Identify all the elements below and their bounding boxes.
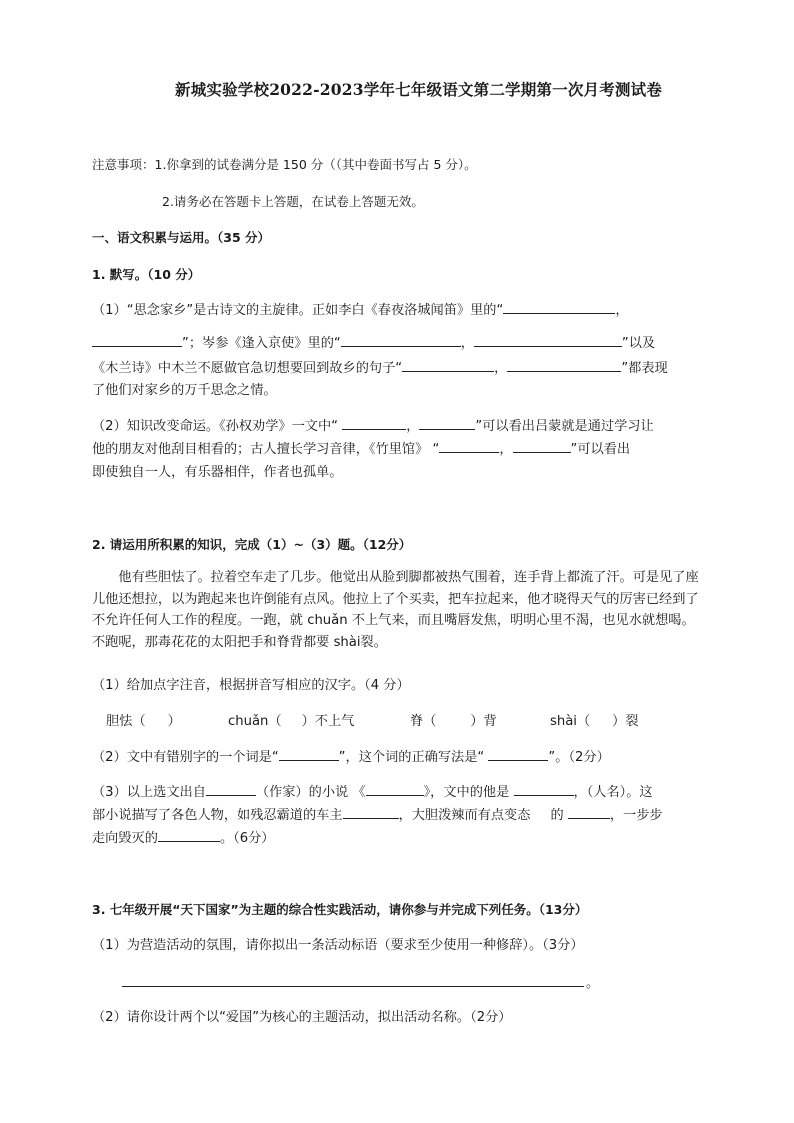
answer-blank[interactable]	[92, 334, 182, 347]
q1-line-2	[92, 332, 655, 351]
answer-blank[interactable]	[402, 359, 494, 372]
q1-text: （1）“思念家乡”是古诗文的主旋律。正如李白《春夜洛城闻笛》里的“	[92, 303, 504, 318]
q2-text: 走向毁灭的	[92, 831, 158, 846]
answer-blank[interactable]	[158, 829, 220, 842]
question-3-heading: 3. 七年级开展“天下国家”为主题的综合性实践活动，请你参与并完成下列任务。（13分）	[92, 902, 588, 917]
pinyin-item-3	[410, 710, 497, 729]
answer-blank[interactable]	[474, 334, 622, 347]
answer-blank[interactable]	[439, 440, 499, 453]
q1-line-5	[92, 415, 654, 434]
q2-text: 的	[550, 808, 568, 823]
answer-blank[interactable]	[503, 301, 615, 314]
q2-sub-2	[92, 746, 610, 765]
answer-blank[interactable]	[343, 806, 399, 819]
q2-text: （2）文中有错别字的一个词是“	[92, 750, 279, 765]
item-text: shài（	[550, 714, 591, 729]
answer-blank[interactable]	[419, 417, 475, 430]
q1-text: ，	[406, 419, 420, 434]
answer-blank[interactable]	[507, 359, 621, 372]
q2-text: 。（6分）	[219, 831, 275, 846]
notes-item-2: 2.请务必在答题卡上答题，在试卷上答题无效。	[162, 194, 424, 209]
q1-text: 《木兰诗》中木兰不愿做官急切想要回到故乡的句子“	[92, 361, 403, 376]
q2-text: ”。（2分）	[548, 750, 610, 765]
q2-sub-3-line-1	[92, 781, 653, 800]
q2-text: ，（人名）。这	[573, 785, 653, 800]
answer-line[interactable]	[122, 986, 584, 987]
q1-line-4: 了他们对家乡的万千思念之情。	[92, 383, 277, 398]
q1-text: （2）知识改变命运。《孙权劝学》一文中“	[92, 419, 343, 434]
q3-sub-1: （1）为营造活动的氛围，请你拟出一条活动标语（要求至少使用一种修辞）。（3分）	[92, 938, 584, 953]
q2-text: ，一步步	[609, 808, 663, 823]
q1-line-6	[92, 438, 630, 457]
item-text: 脊（	[410, 714, 437, 729]
q1-text: ，	[460, 336, 474, 351]
item-text: ）不上气	[301, 714, 355, 729]
answer-blank[interactable]	[568, 806, 610, 819]
q3-sub-2: （2）请你设计两个以“爱国”为核心的主题活动，拟出活动名称。（2分）	[92, 1010, 512, 1025]
q2-text: ，大胆泼辣而有点变态	[398, 808, 531, 823]
q1-line-3	[92, 357, 668, 376]
q1-text: 《竹里馆》 “	[368, 442, 440, 457]
reading-passage: 他有些胆怯了。拉着空车走了几步。他觉出从脸到脚都被热气围着，连手背上都流了汗。可是见了座儿他还想拉，以为跑起来也许倒能有点风。他拉上了个买卖，把车拉起来，他才晓得天气的厉害已经到了不允许任何人工作的程度。一跑，就 chuǎn 不上气来，而且嘴唇发焦，明明心里不渴，也见水就想喝。不跑呢，那毒花花的太阳把手和脊背都要 shài裂。	[92, 570, 699, 650]
answer-blank[interactable]	[206, 783, 256, 796]
q1-line-7: 即使独自一人，有乐器相伴，作者也孤单。	[92, 465, 343, 480]
q2-text: ”，这个词的正确写法是“	[338, 750, 489, 765]
item-text: ）	[167, 714, 181, 729]
answer-blank[interactable]	[341, 334, 461, 347]
q1-text: ”可以看出	[570, 442, 631, 457]
q1-text: ，	[494, 361, 508, 376]
answer-blank[interactable]	[366, 783, 424, 796]
q2-sub-1: （1）给加点字注音，根据拼音写相应的汉字。（4 分）	[92, 678, 410, 693]
item-text: ）裂	[612, 714, 639, 729]
q1-text: ，	[499, 442, 513, 457]
q2-sub-3-line-2	[92, 804, 663, 823]
q1-text: ”以及	[621, 336, 656, 351]
q1-text: ”；岑参《逢入京使》里的“	[182, 336, 341, 351]
section-heading: 一、语文积累与运用。（35 分）	[92, 230, 270, 245]
page-title: 新城实验学校2022-2023学年七年级语文第二学期第一次月考测试卷	[175, 80, 663, 99]
q2-text: 》，文中的他是	[423, 785, 514, 800]
q2-text: （3）以上选文出自	[92, 785, 206, 800]
item-text: chuǎn（	[228, 714, 282, 729]
q2-sub-3-line-3	[92, 827, 274, 846]
answer-blank[interactable]	[514, 783, 574, 796]
pinyin-item-1	[106, 710, 181, 729]
pinyin-item-4	[550, 710, 639, 729]
q2-text: （作家）的小说 《	[255, 785, 366, 800]
notes-item-1: 1.你拿到的试卷满分是 150 分（（其中卷面书写占 5 分）。	[154, 157, 477, 172]
q2-text: 部小说描写了各色人物，如残忍霸道的车主	[92, 808, 343, 823]
q1-line-1	[92, 299, 629, 318]
q1-text: 他的朋友对他刮目相看的；古人擅长学习音律，	[92, 442, 369, 457]
q1-text: ”都表现	[621, 361, 668, 376]
pinyin-item-2	[228, 710, 354, 729]
item-text: 胆怯（	[106, 714, 146, 729]
item-text: ）背	[470, 714, 497, 729]
answer-blank[interactable]	[279, 748, 339, 761]
notes-label: 注意事项：	[92, 157, 155, 172]
notes-line-1	[92, 155, 477, 173]
q1-text: ”可以看出吕蒙就是通过学习让	[475, 419, 654, 434]
answer-blank[interactable]	[342, 417, 406, 430]
answer-line-end-mark: 。	[586, 976, 600, 991]
answer-blank[interactable]	[488, 748, 548, 761]
q1-text: ，	[615, 303, 629, 318]
question-1-heading: 1. 默写。（10 分）	[92, 267, 201, 282]
question-2-heading: 2. 请运用所积累的知识，完成（1）~（3）题。（12分）	[92, 537, 412, 552]
answer-blank[interactable]	[513, 440, 571, 453]
